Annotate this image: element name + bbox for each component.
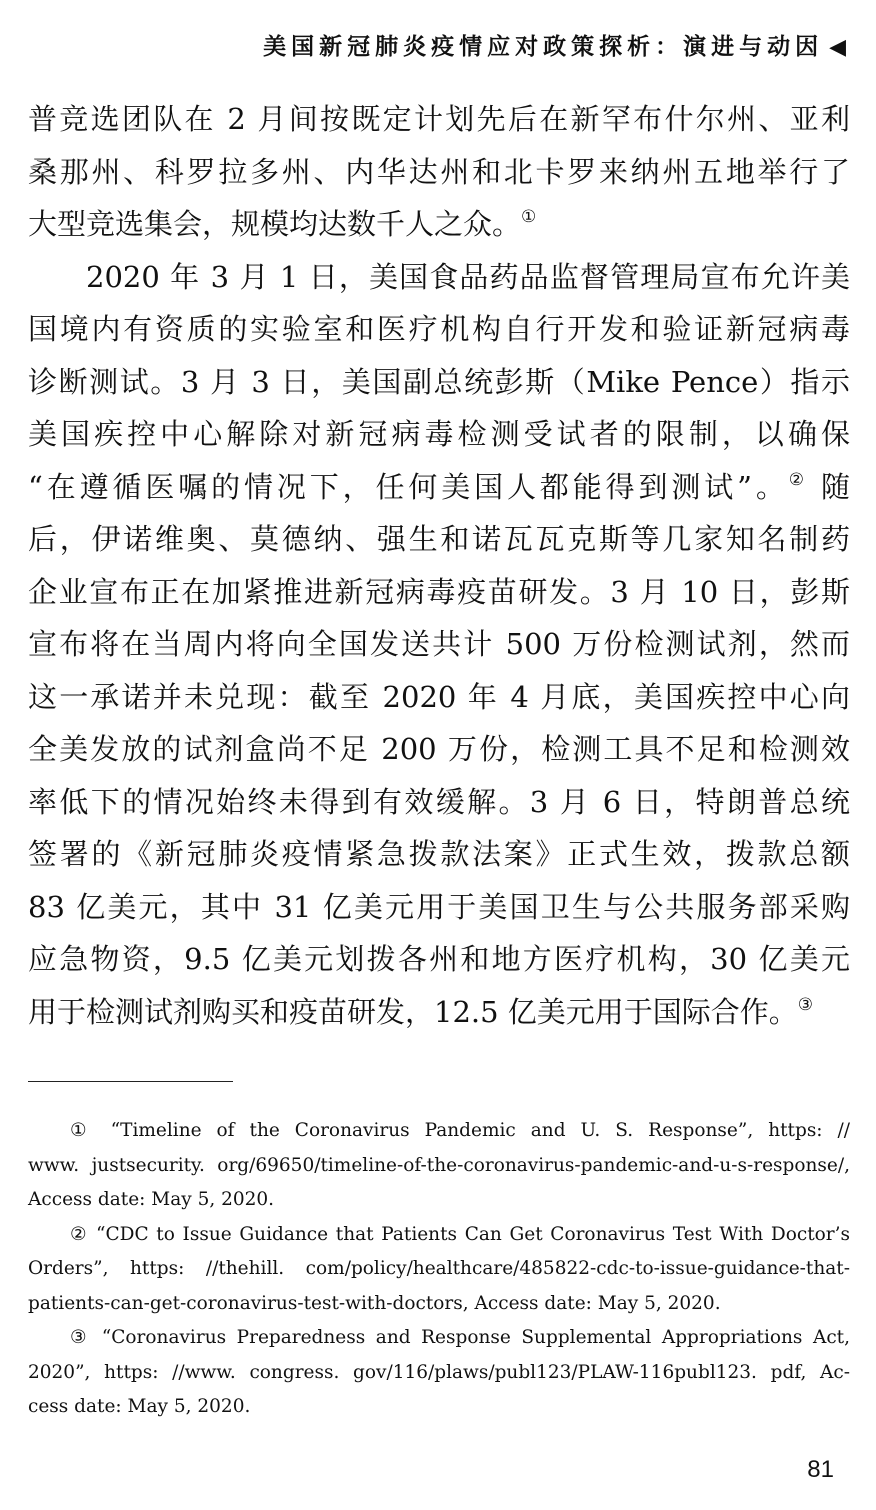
body-line: 应急物资，9.5 亿美元划拨各州和地方医疗机构，30 亿美元 [28, 942, 850, 976]
body-line: 大型竞选集会，规模均达数千人之众。① [28, 207, 537, 241]
footnote-line: Access date: May 5, 2020. [28, 1189, 275, 1210]
body-line: 用于检测试剂购买和疫苗研发，12.5 亿美元用于国际合作。③ [28, 994, 814, 1029]
body-line: 国境内有资质的实验室和医疗机构自行开发和验证新冠病毒 [28, 312, 850, 346]
footnote-separator [28, 1081, 233, 1082]
footnote-ref-2: ② [788, 469, 808, 490]
footnote-2 [28, 1218, 850, 1322]
body-text [28, 93, 850, 1038]
footnote-line: www. justsecurity. org/69650/timeline-of-the-coronavirus-pandemic-and-u-s-response/, [28, 1154, 850, 1176]
footnote-line: ① “Timeline of the Coronavirus Pandemic and U. S. Response”, https: // [70, 1120, 850, 1141]
running-header [263, 28, 846, 61]
body-line: 普竞选团队在 2 月间按既定计划先后在新罕布什尔州、亚利 [28, 102, 850, 136]
footnote-line: Orders”, https: //thehill. com/policy/healthcare/485822-cdc-to-issue-guidance-that- [28, 1258, 850, 1279]
body-line: 后，伊诺维奥、莫德纳、强生和诺瓦瓦克斯等几家知名制药 [28, 522, 850, 556]
triangle-left-icon: ◀ [829, 35, 846, 60]
footnote-1 [28, 1114, 850, 1218]
body-line: 诊断测试。3 月 3 日，美国副总统彭斯（Mike Pence）指示 [28, 364, 850, 399]
footnote-line: cess date: May 5, 2020. [28, 1396, 251, 1417]
body-line: 2020 年 3 月 1 日，美国食品药品监督管理局宣布允许美 [86, 259, 850, 294]
footnote-line: ③ “Coronavirus Preparedness and Response Supplemental Appropriations Act, [70, 1327, 850, 1348]
running-header-title: 美国新冠肺炎疫情应对政策探析：演进与动因 [263, 34, 824, 60]
footnote-3 [28, 1321, 850, 1425]
body-line: 宣布将在当周内将向全国发送共计 500 万份检测试剂，然而 [28, 627, 850, 661]
page-number: 81 [807, 1456, 834, 1483]
body-line: 桑那州、科罗拉多州、内华达州和北卡罗来纳州五地举行了 [28, 154, 850, 189]
footnote-line: ② “CDC to Issue Guidance that Patients Can Get Coronavirus Test With Doctor’s [70, 1223, 850, 1245]
footnotes [28, 1114, 850, 1425]
footnote-ref-1: ① [521, 207, 537, 227]
body-line: 企业宣布正在加紧推进新冠病毒疫苗研发。3 月 10 日，彭斯 [28, 574, 850, 609]
body-line: 美国疾控中心解除对新冠病毒检测受试者的限制，以确保 [28, 417, 850, 451]
body-line: 全美发放的试剂盒尚不足 200 万份，检测工具不足和检测效 [28, 732, 850, 766]
body-line: 率低下的情况始终未得到有效缓解。3 月 6 日，特朗普总统 [28, 784, 850, 819]
footnote-line: patients-can-get-coronavirus-test-with-doctors, Access date: May 5, 2020. [28, 1292, 721, 1314]
body-line: “在遵循医嘱的情况下，任何美国人都能得到测试”。② 随 [28, 469, 851, 504]
body-line: 这一承诺并未兑现：截至 2020 年 4 月底，美国疾控中心向 [28, 679, 850, 714]
footnote-ref-3: ③ [797, 994, 814, 1015]
body-line: 签署的《新冠肺炎疫情紧急拨款法案》正式生效，拨款总额 [28, 837, 850, 871]
footnote-line: 2020”, https: //www. congress. gov/116/plaws/publ123/PLAW-116publ123. pdf, Ac- [28, 1361, 850, 1383]
body-line: 83 亿美元，其中 31 亿美元用于美国卫生与公共服务部采购 [28, 889, 850, 924]
